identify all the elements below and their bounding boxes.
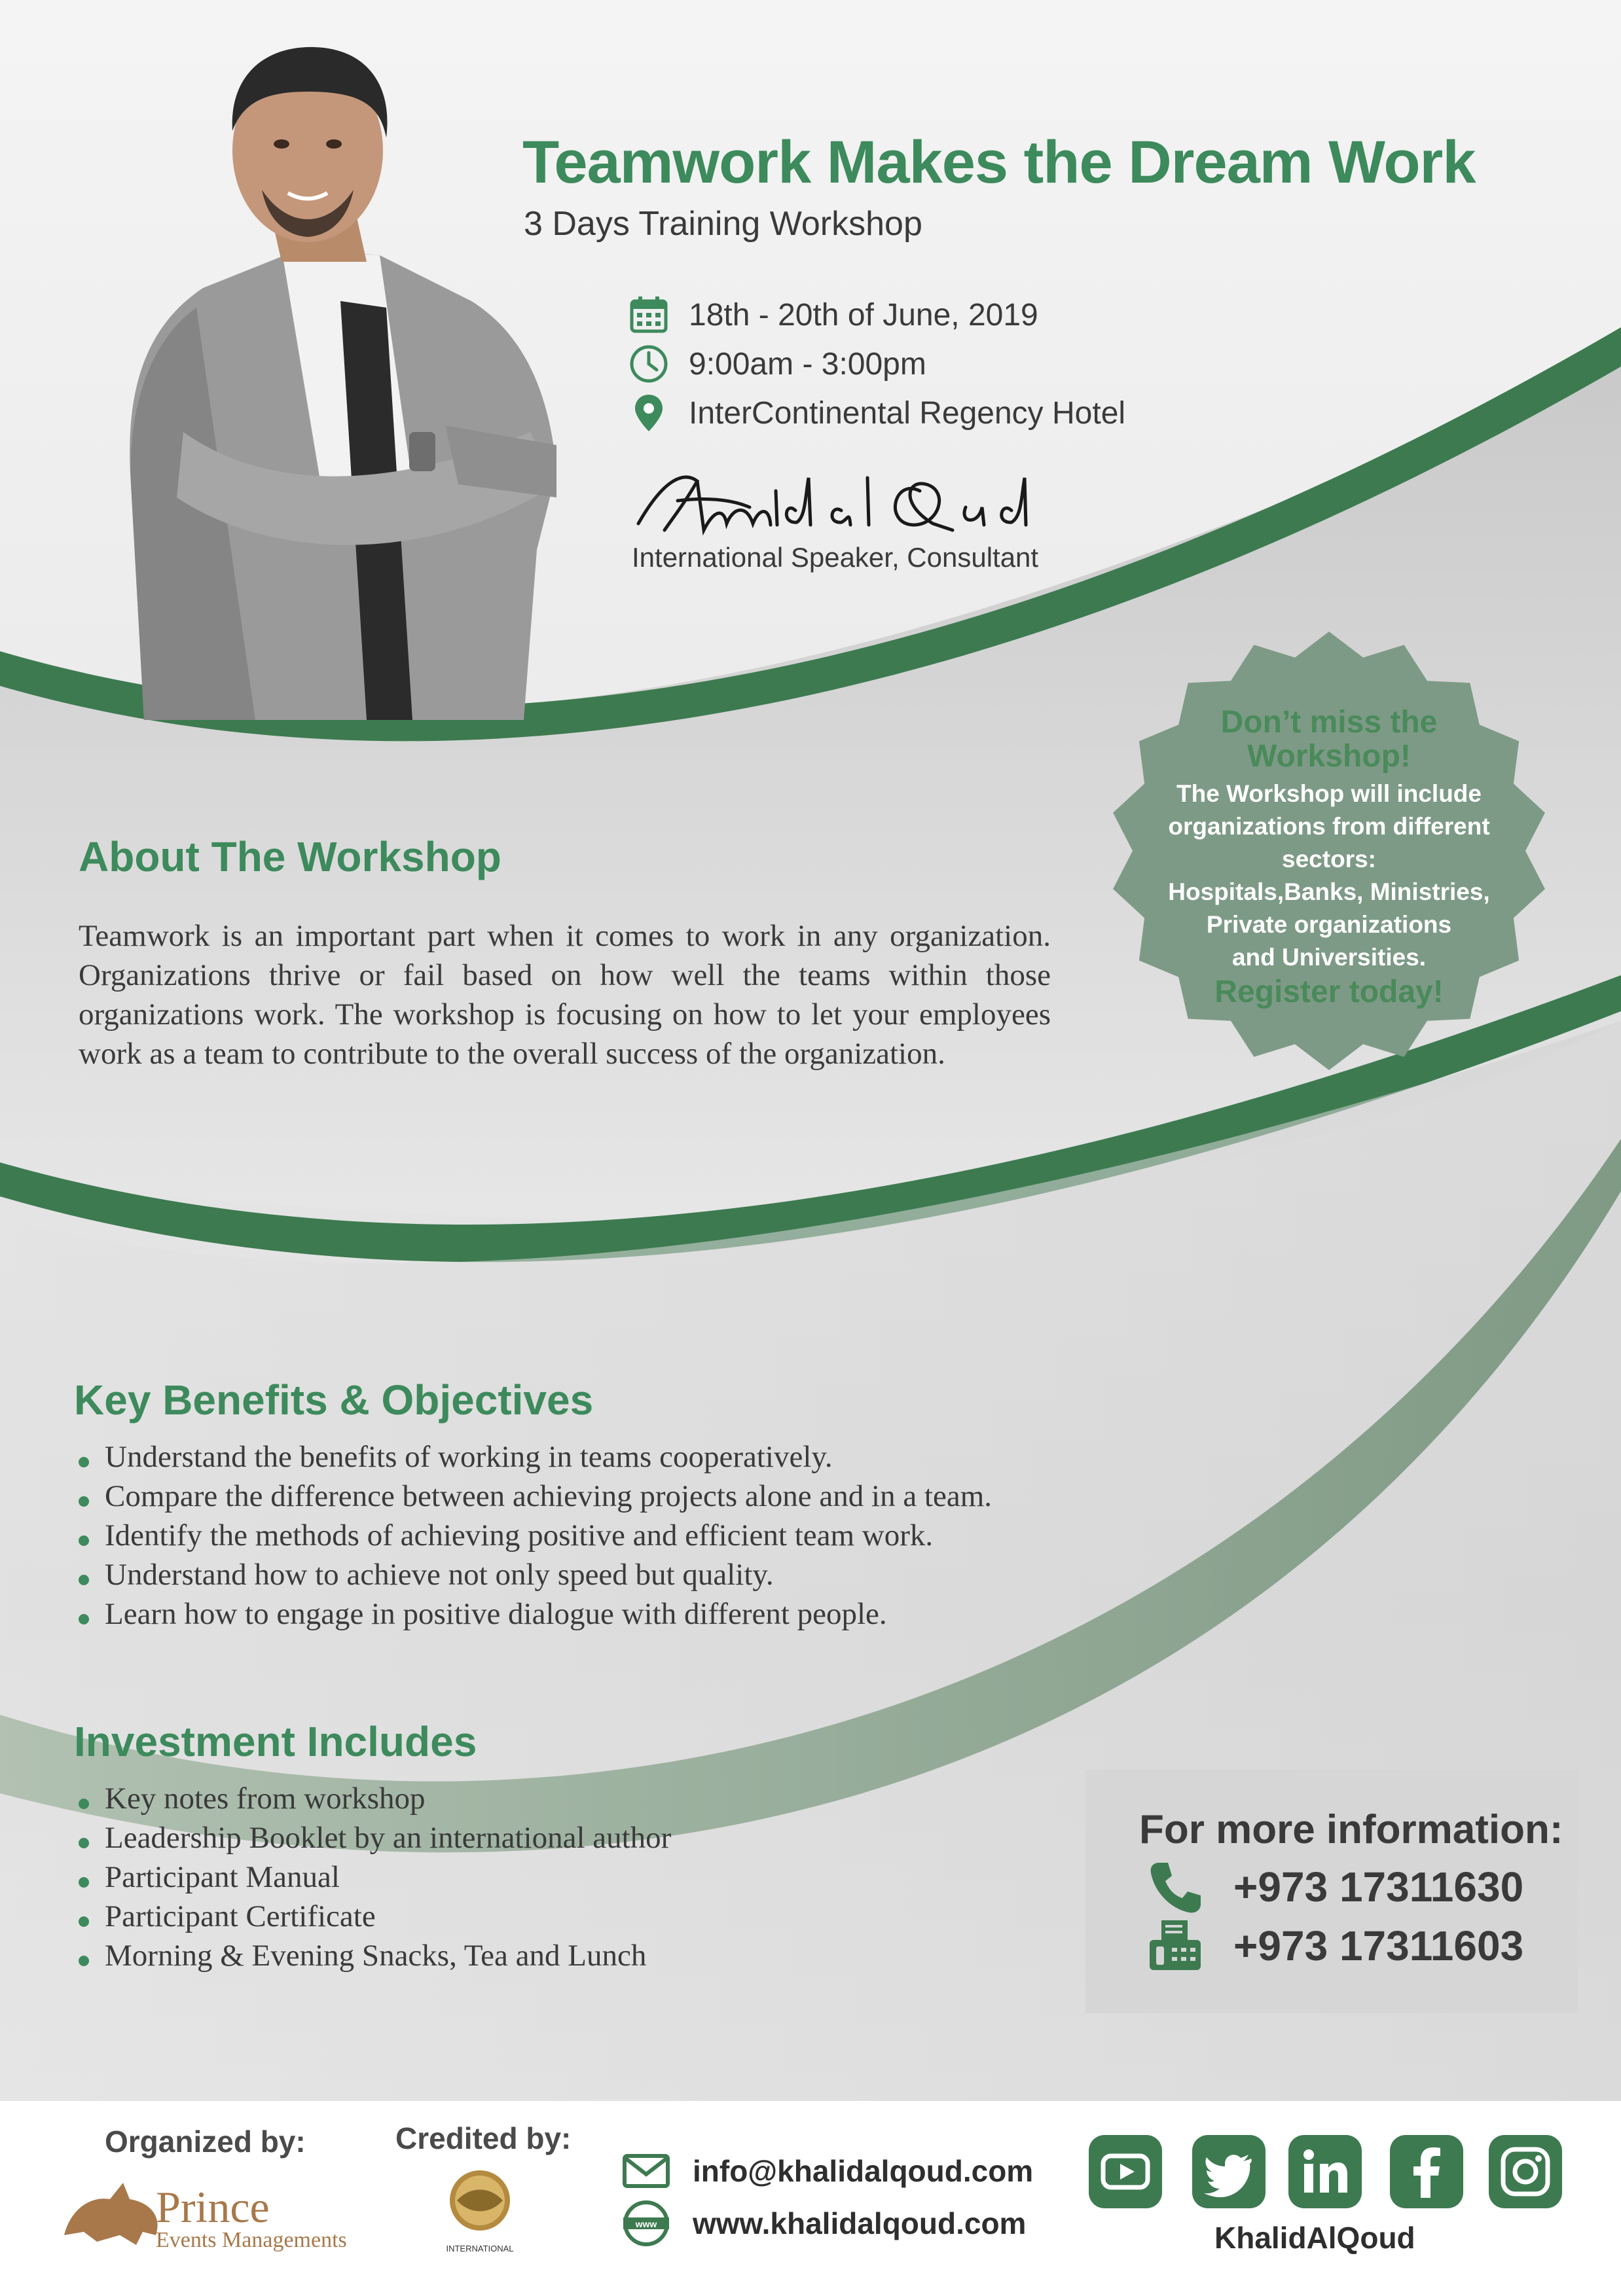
benefits-heading: Key Benefits & Objectives	[74, 1376, 594, 1424]
contact-heading: For more information:	[1139, 1807, 1563, 1852]
register-cta: Register today!	[1214, 975, 1444, 1009]
promo-badge	[1106, 628, 1552, 1073]
organizer-name: Prince	[156, 2182, 270, 2232]
investment-heading: Investment Includes	[74, 1718, 477, 1765]
badge-body-line: The Workshop will include	[1176, 780, 1482, 807]
organizer-subtitle: Events Managements	[156, 2228, 347, 2252]
list-item: Learn how to engage in positive dialogue with different people.	[77, 1594, 992, 1634]
social-handle: KhalidAlQoud	[1214, 2221, 1415, 2255]
list-item: Leadership Booklet by an international author	[77, 1818, 671, 1857]
email-link[interactable]: info@khalidalqoud.com	[693, 2154, 1034, 2188]
location-pin-icon	[628, 393, 669, 433]
list-item: Understand the benefits of working in teams cooperatively.	[77, 1437, 992, 1477]
list-item: Key notes from workshop	[77, 1779, 671, 1818]
speaker-photo	[105, 26, 576, 720]
phone-number[interactable]: +973 17311630	[1233, 1863, 1524, 1910]
benefits-list	[77, 1437, 992, 1634]
list-item: Compare the difference between achieving projects alone and in a team.	[77, 1477, 992, 1516]
subtitle: 3 Days Training Workshop	[524, 205, 922, 243]
facebook-icon[interactable]	[1390, 2135, 1463, 2208]
badge-heading	[1146, 706, 1512, 774]
credit-logo	[431, 2160, 529, 2265]
workshop-time: 9:00am - 3:00pm	[689, 346, 926, 382]
fax-number[interactable]: +973 17311603	[1233, 1922, 1524, 1969]
badge-heading-line: Workshop!	[1247, 739, 1411, 774]
clock-icon	[628, 344, 669, 384]
speaker-signature	[625, 452, 1044, 550]
investment-list	[77, 1779, 671, 1975]
badge-body-line: and Universities.	[1231, 944, 1427, 971]
fax-icon	[1146, 1916, 1205, 1975]
globe-www-icon	[622, 2199, 670, 2248]
list-item: Morning & Evening Snacks, Tea and Lunch	[77, 1936, 671, 1975]
twitter-icon[interactable]	[1192, 2135, 1266, 2208]
badge-body	[1146, 778, 1512, 974]
website-link[interactable]: www.khalidalqoud.com	[693, 2206, 1027, 2240]
about-heading: About The Workshop	[79, 833, 501, 880]
workshop-date: 18th - 20th of June, 2019	[689, 297, 1038, 332]
prince-logo	[58, 2170, 372, 2255]
time-row	[628, 341, 926, 387]
organized-by-label: Organized by:	[105, 2125, 306, 2159]
youtube-icon[interactable]	[1089, 2135, 1162, 2208]
svg-text:www: www	[635, 2219, 657, 2229]
list-item: Understand how to achieve not only speed but quality.	[77, 1555, 992, 1594]
phone-row	[1146, 1857, 1523, 1916]
linkedin-icon[interactable]	[1288, 2135, 1362, 2208]
venue-row	[628, 390, 1125, 436]
badge-heading-line: Don’t miss the	[1220, 705, 1438, 740]
calendar-icon	[628, 295, 669, 335]
date-row	[628, 292, 1038, 338]
workshop-venue: InterContinental Regency Hotel	[689, 395, 1126, 431]
list-item: Participant Certificate	[77, 1897, 671, 1936]
email-row	[622, 2147, 1033, 2195]
website-row	[622, 2199, 1026, 2248]
list-item: Participant Manual	[77, 1857, 671, 1897]
page-title: Teamwork Makes the Dream Work	[522, 129, 1476, 196]
phone-icon	[1146, 1857, 1205, 1916]
badge-body-line: sectors:	[1282, 846, 1376, 872]
badge-body-line: Hospitals,Banks, Ministries,	[1168, 878, 1490, 905]
list-item: Identify the methods of achieving positive and efficient team work.	[77, 1516, 992, 1555]
badge-body-line: organizations from different	[1168, 813, 1490, 840]
instagram-icon[interactable]	[1489, 2135, 1562, 2208]
credit-logo-text: INTERNATIONAL	[446, 2244, 514, 2253]
about-text: Teamwork is an important part when it comes to work in any organization. Organizations thrive or fail based on how well the teams within those organizations work. The workshop is focusing on how to let your employees work as a team to contribute to the overall success of the organization.	[79, 919, 1051, 1071]
speaker-role: International Speaker, Consultant	[632, 542, 1039, 573]
email-icon	[622, 2147, 670, 2195]
credited-by-label: Credited by:	[395, 2121, 572, 2155]
badge-body-line: Private organizations	[1206, 911, 1452, 938]
fax-row	[1146, 1916, 1523, 1975]
